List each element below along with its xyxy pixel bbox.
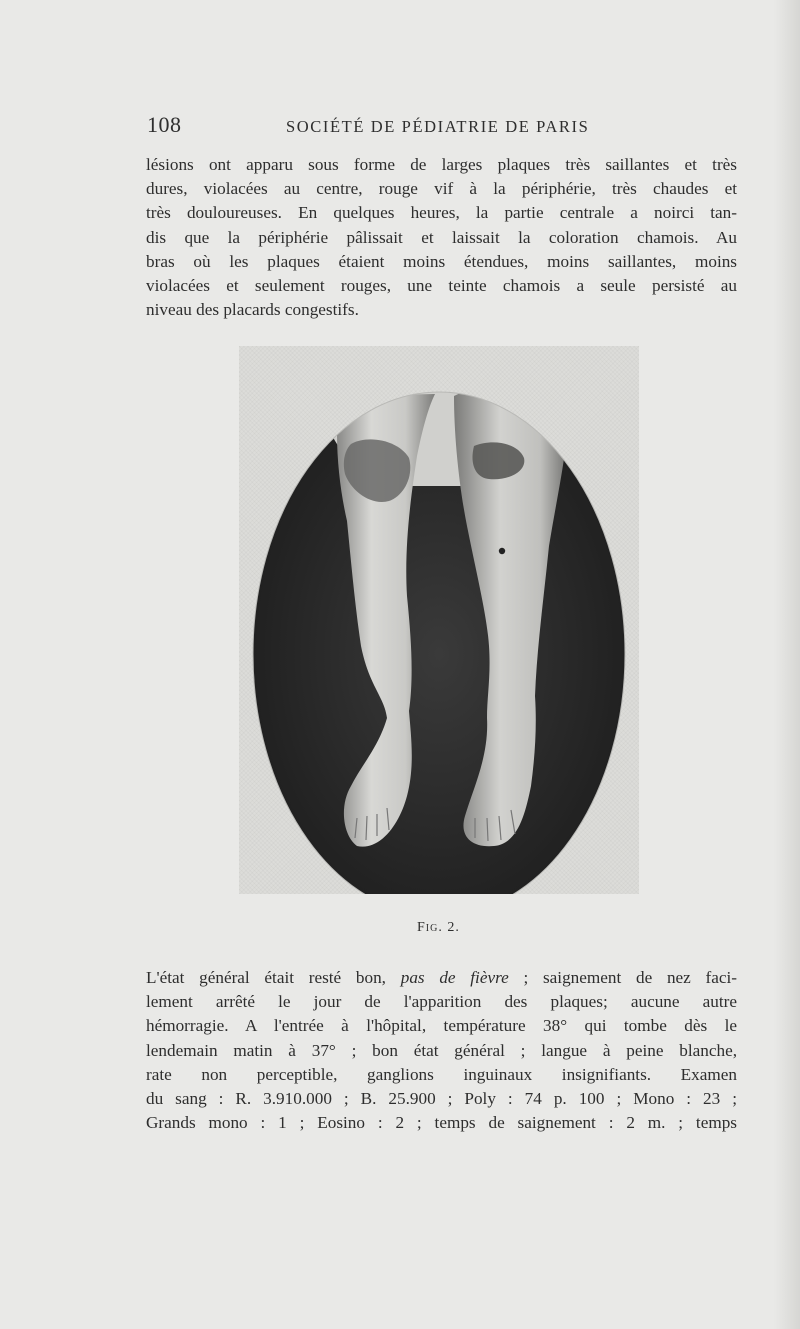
paragraph-1 bbox=[146, 153, 737, 322]
text-run: ; saignement de nez faci- bbox=[508, 968, 737, 987]
text-line: Grands mono : 1 ; Eosino : 2 ; temps de saignement : 2 m. ; temps bbox=[146, 1113, 737, 1133]
small-dark-spot bbox=[499, 548, 505, 554]
page-edge-shadow bbox=[774, 0, 800, 1329]
text-line: très douloureuses. En quelques heures, la partie centrale a noirci tan- bbox=[146, 203, 737, 223]
text-line: lésions ont apparu sous forme de larges plaques très saillantes et très bbox=[146, 155, 737, 174]
figure-photograph-legs bbox=[239, 346, 639, 894]
text-line: violacées et seulement rouges, une teinte chamois a seule persisté au bbox=[146, 276, 737, 296]
legs-photo-illustration bbox=[239, 346, 639, 894]
running-title: SOCIÉTÉ DE PÉDIATRIE DE PARIS bbox=[286, 117, 590, 136]
paragraph-2 bbox=[146, 966, 737, 1135]
text-line bbox=[146, 966, 737, 990]
figure-caption: Fig. 2. bbox=[417, 920, 460, 935]
page-number: 108 bbox=[147, 112, 182, 137]
text-line: dis que la périphérie pâlissait et laissait la coloration chamois. Au bbox=[146, 227, 737, 247]
text-line: niveau des placards congestifs. bbox=[146, 300, 359, 320]
text-line: bras où les plaques étaient moins étendues, moins saillantes, moins bbox=[146, 251, 737, 271]
text-line: lement arrêté le jour de l'apparition des plaques; aucune autre bbox=[146, 992, 737, 1012]
text-line: lendemain matin à 37° ; bon état général ; langue à peine blanche, bbox=[146, 1040, 737, 1060]
text-line: hémorragie. A l'entrée à l'hôpital, température 38° qui tombe dès le bbox=[146, 1016, 737, 1036]
text-line: du sang : R. 3.910.000 ; B. 25.900 ; Poly : 74 p. 100 ; Mono : 23 ; bbox=[146, 1089, 737, 1109]
italic-phrase: pas de fièvre bbox=[400, 968, 509, 987]
text-run: L'état général était resté bon, bbox=[146, 968, 401, 987]
text-line: rate non perceptible, ganglions inguinaux insignifiants. Examen bbox=[146, 1064, 737, 1084]
text-line: dures, violacées au centre, rouge vif à la périphérie, très chaudes et bbox=[146, 179, 737, 199]
